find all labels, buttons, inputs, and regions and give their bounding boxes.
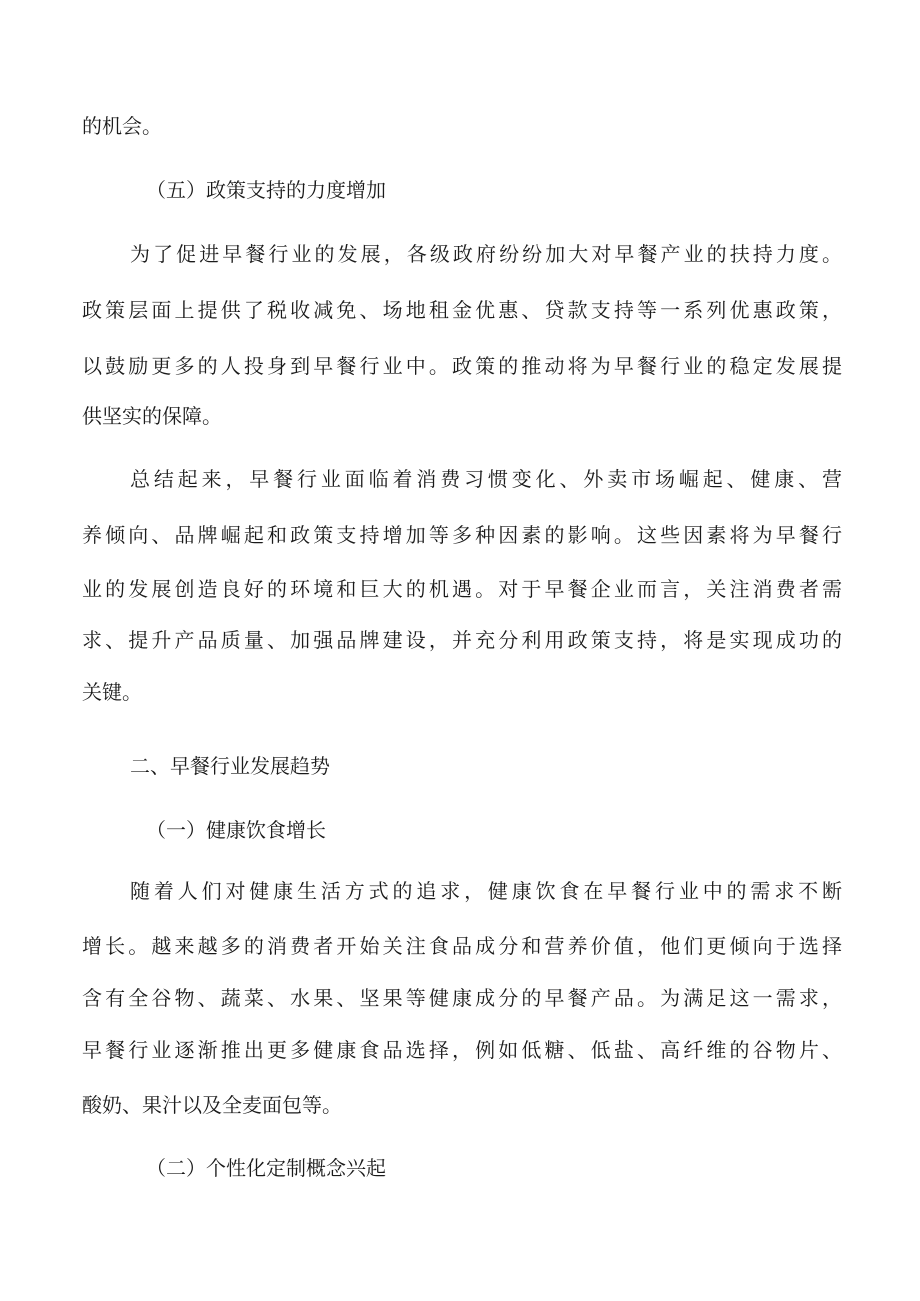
body-text-line: 随着人们对健康生活方式的追求，健康饮食在早餐行业中的需求不断 — [130, 879, 842, 903]
body-text-line: 以鼓励更多的人投身到早餐行业中。政策的推动将为早餐行业的稳定发展提 — [82, 354, 842, 378]
body-text-line: 增长。越来越多的消费者开始关注食品成分和营养价值，他们更倾向于选择 — [82, 934, 842, 958]
body-text-line: 为了促进早餐行业的发展，各级政府纷纷加大对早餐产业的扶持力度。 — [130, 242, 842, 266]
body-text-line: 的机会。 — [82, 114, 162, 138]
body-text-line: 关键。 — [82, 680, 142, 704]
body-text-line: 供坚实的保障。 — [82, 404, 222, 428]
section-heading-customization: （二）个性化定制概念兴起 — [146, 1156, 386, 1180]
chapter-heading-trends: 二、早餐行业发展趋势 — [130, 754, 330, 778]
body-text-line: 求、提升产品质量、加强品牌建设，并充分利用政策支持，将是实现成功的 — [82, 628, 842, 652]
body-text-line: 酸奶、果汁以及全麦面包等。 — [82, 1093, 342, 1117]
body-text-line: 业的发展创造良好的环境和巨大的机遇。对于早餐企业而言，关注消费者需 — [82, 577, 842, 601]
body-text-line: 含有全谷物、蔬菜、水果、坚果等健康成分的早餐产品。为满足这一需求， — [82, 986, 842, 1010]
section-heading-policy: （五）政策支持的力度增加 — [146, 178, 386, 202]
body-text-line: 早餐行业逐渐推出更多健康食品选择，例如低糖、低盐、高纤维的谷物片、 — [82, 1038, 842, 1062]
body-text-line: 总结起来，早餐行业面临着消费习惯变化、外卖市场崛起、健康、营 — [130, 467, 842, 491]
body-text-line: 养倾向、品牌崛起和政策支持增加等多种因素的影响。这些因素将为早餐行 — [82, 523, 842, 547]
section-heading-health: （一）健康饮食增长 — [146, 818, 326, 842]
body-text-line: 政策层面上提供了税收减免、场地租金优惠、贷款支持等一系列优惠政策， — [82, 298, 842, 322]
